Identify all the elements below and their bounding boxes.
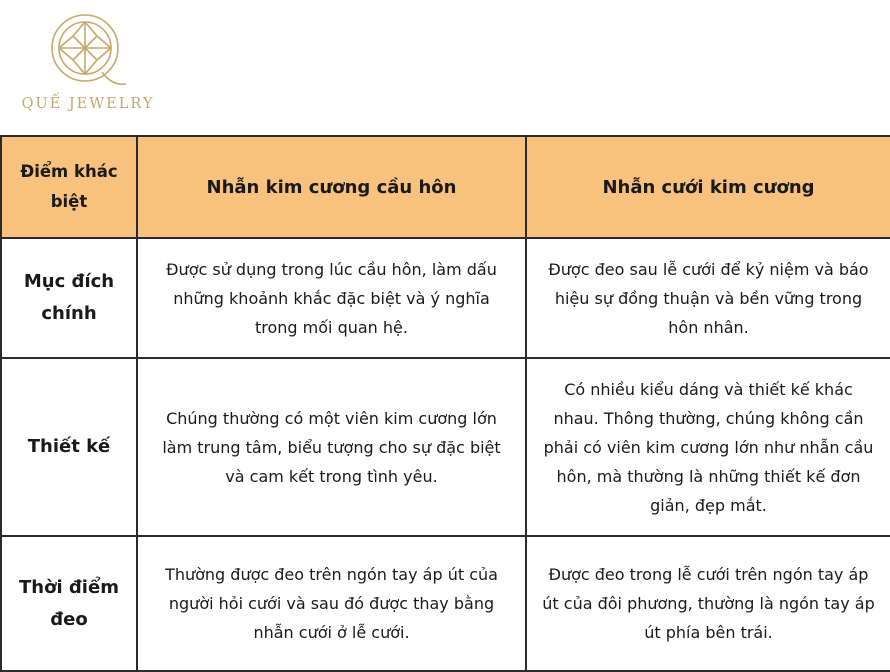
- cell-wedding-design: Có nhiều kiểu dáng và thiết kế khác nhau. Thông thường, chúng không cần phải có viên kim cương lớn như nhẫn cầu hôn, mà thường là những thiết kế đơn giản, đẹp mắt.: [526, 358, 890, 536]
- table-row: [1, 536, 890, 671]
- cell-engagement-when-worn: Thường được đeo trên ngón tay áp út của người hỏi cưới và sau đó được thay bằng nhẫn cưới ở lễ cưới.: [137, 536, 526, 671]
- header-wedding-ring: Nhẫn cưới kim cương: [526, 136, 890, 238]
- table-header-row: [1, 136, 890, 238]
- cell-engagement-purpose: Được sử dụng trong lúc cầu hôn, làm dấu những khoảnh khắc đặc biệt và ý nghĩa trong mối quan hệ.: [137, 238, 526, 358]
- table-row: [1, 358, 890, 536]
- cell-wedding-when-worn: Được đeo trong lễ cưới trên ngón tay áp út của đôi phương, thường là ngón tay áp út phía bên trái.: [526, 536, 890, 671]
- comparison-table: [0, 135, 890, 672]
- table-row: [1, 238, 890, 358]
- cell-wedding-purpose: Được đeo sau lễ cưới để kỷ niệm và báo hiệu sự đồng thuận và bền vững trong hôn nhân.: [526, 238, 890, 358]
- row-label-purpose: Mục đích chính: [1, 238, 137, 358]
- row-label-when-worn: Thời điểm đeo: [1, 536, 137, 671]
- diamond-q-monogram-icon: [42, 6, 132, 96]
- row-label-design: Thiết kế: [1, 358, 137, 536]
- header-difference: Điểm khác biệt: [1, 136, 137, 238]
- brand-name: QUẾ JEWELRY: [21, 96, 155, 112]
- cell-engagement-design: Chúng thường có một viên kim cương lớn làm trung tâm, biểu tượng cho sự đặc biệt và cam kết trong tình yêu.: [137, 358, 526, 536]
- header-engagement-ring: Nhẫn kim cương cầu hôn: [137, 136, 526, 238]
- brand-logo: [0, 0, 180, 125]
